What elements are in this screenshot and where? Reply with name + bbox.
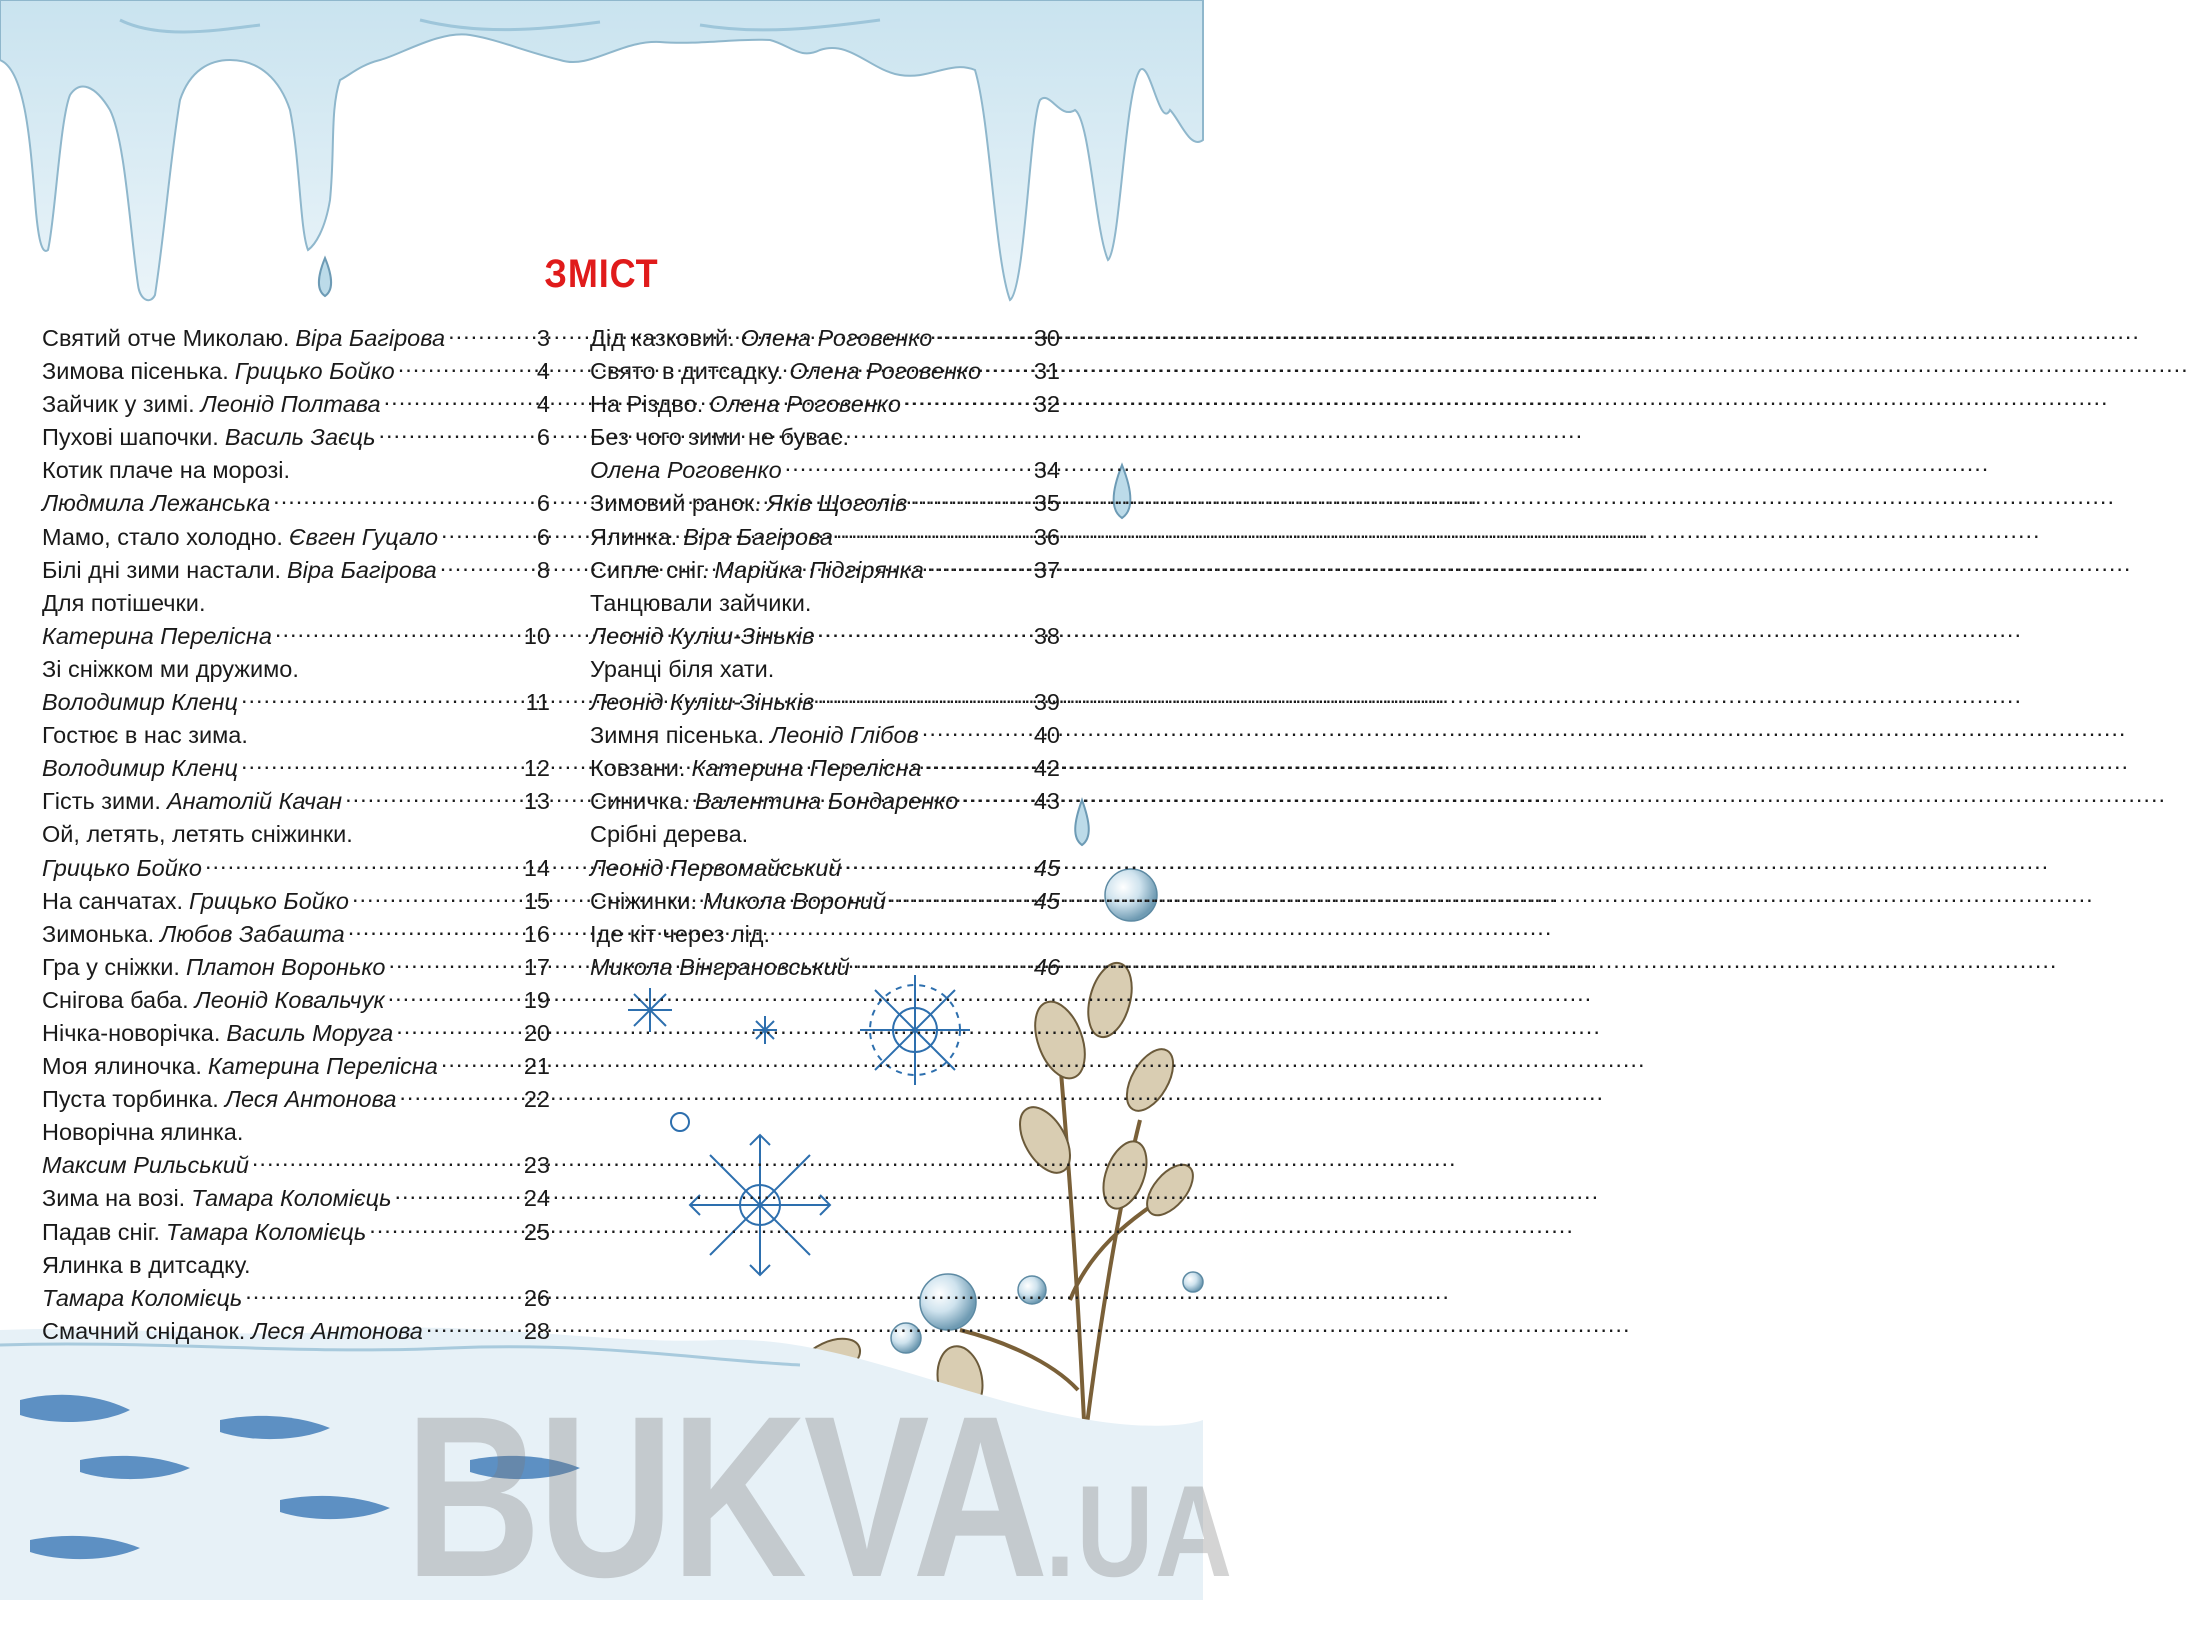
dot-leader — [817, 620, 1031, 644]
poem-author: Микола Вінграновський — [590, 953, 850, 980]
toc-entry — [42, 686, 550, 719]
dot-leader — [273, 487, 534, 511]
poem-title: Білі дні зими настали. — [42, 556, 281, 583]
dot-leader — [984, 355, 1031, 379]
toc-entry — [590, 620, 1060, 653]
poem-author: Олена Роговенко — [590, 457, 782, 484]
poem-title: Зима на возі. — [42, 1185, 186, 1212]
poem-title: Без чого зими не буває. — [590, 424, 850, 451]
toc-entry — [590, 554, 1060, 587]
poem-author: Віра Багірова — [683, 523, 833, 550]
dot-leader — [396, 1017, 521, 1041]
page-number: 45 — [1033, 854, 1060, 881]
dot-leader — [389, 951, 521, 975]
page-number: 25 — [523, 1218, 550, 1245]
dot-leader — [904, 388, 1031, 412]
dot-leader — [910, 487, 1031, 511]
poem-author: Людмила Лежанська — [42, 490, 271, 517]
dot-leader — [836, 521, 1031, 545]
page-number: 6 — [536, 424, 550, 451]
poem-author: Володимир Кленц — [42, 755, 238, 782]
poem-title: Срібні дерева. — [590, 821, 749, 848]
page-number: 36 — [1033, 523, 1060, 550]
dot-leader — [388, 984, 521, 1008]
poem-title: Пухові шапочки. — [42, 424, 219, 451]
poem-author: Леонід Первомайський — [590, 854, 842, 881]
poem-title: Зі сніжком ми дружимо. — [42, 655, 299, 682]
page-number: 12 — [523, 755, 550, 782]
page-number: 43 — [1033, 788, 1060, 815]
dot-leader — [845, 852, 1031, 876]
toc-entry — [590, 885, 1060, 918]
poem-author: Катерина Перелісна — [691, 755, 922, 782]
poem-title: Ялинка в дитсадку. — [42, 1251, 251, 1278]
page-number: 16 — [523, 920, 550, 947]
dot-leader — [384, 388, 534, 412]
page-number: 30 — [1033, 325, 1060, 351]
poem-author: Олена Роговенко — [740, 325, 933, 351]
poem-author: Леся Антонова — [251, 1317, 423, 1344]
poem-title: Зимова пісенька. — [42, 358, 229, 385]
dot-leader — [245, 1282, 521, 1306]
watermark-logo: BUKVA.UA — [405, 1368, 1234, 1625]
page-number: 13 — [523, 788, 550, 815]
dot-leader — [448, 322, 534, 346]
poem-author: Леонід Глібов — [770, 722, 919, 749]
dot-leader — [924, 752, 1030, 776]
page-number: 17 — [523, 953, 550, 980]
poem-title: На санчатах. — [42, 887, 184, 914]
dot-leader — [352, 885, 521, 909]
poem-author: Тамара Коломієць — [165, 1218, 367, 1245]
poem-title: Для потішечки. — [42, 589, 206, 616]
poem-title: Падав сніг. — [42, 1218, 160, 1245]
toc-entry — [590, 785, 1060, 818]
toc-entry — [42, 421, 550, 454]
dot-leader — [922, 719, 1031, 743]
poem-author: Валентина Бондаренко — [694, 788, 959, 815]
page-number: 14 — [523, 854, 550, 881]
page-number: 38 — [1033, 622, 1060, 649]
page-number: 15 — [523, 887, 550, 914]
dot-leader — [394, 1182, 520, 1206]
poem-author: Грицько Бойко — [42, 854, 202, 881]
page-number: 35 — [1033, 490, 1060, 517]
dot-leader — [252, 1149, 521, 1173]
poem-author: Катерина Перелісна — [42, 622, 272, 649]
toc-entry — [42, 1216, 550, 1249]
poem-title: Сипле сніг. — [590, 556, 709, 583]
page-number: 4 — [536, 358, 550, 385]
poem-title: Ялинка. — [590, 523, 678, 550]
page-number: 39 — [1033, 689, 1060, 716]
dot-leader — [398, 355, 534, 379]
poem-title: Моя ялиночка. — [42, 1053, 202, 1080]
poem-title: Ой, летять, летять сніжинки. — [42, 821, 353, 848]
poem-title: Зимня пісенька. — [590, 722, 765, 749]
poem-author: Василь Моруга — [226, 1019, 394, 1046]
poem-title: Гра у сніжки. — [42, 953, 180, 980]
page-number: 24 — [523, 1185, 550, 1212]
dot-leader — [241, 752, 521, 776]
dot-leader — [345, 785, 521, 809]
dot-leader — [426, 1315, 521, 1339]
dot-leader — [378, 421, 533, 445]
page-number: 6 — [536, 523, 550, 550]
toc-left-column — [42, 322, 550, 1348]
poem-title: Ковзани. — [590, 755, 686, 782]
toc-entry — [42, 554, 550, 587]
dot-leader — [961, 785, 1031, 809]
poem-author: Володимир Кленц — [42, 689, 238, 716]
poem-title: Святий отче Миколаю. — [42, 325, 290, 351]
page-number: 10 — [523, 622, 550, 649]
poem-title: Іде кіт через лід. — [590, 920, 771, 947]
poem-title: Мамо, стало холодно. — [42, 523, 283, 550]
poem-title: Сніжинки. — [590, 887, 697, 914]
poem-title: Гостює в нас зима. — [42, 722, 248, 749]
poem-title: На Різдво. — [590, 391, 704, 418]
dot-leader — [275, 620, 521, 644]
page-number: 20 — [523, 1019, 550, 1046]
toc-entry — [42, 1083, 550, 1116]
dot-leader — [369, 1216, 521, 1240]
page-number: 42 — [1033, 755, 1060, 782]
poem-author: Грицько Бойко — [234, 358, 395, 385]
poem-author: Леонід Куліш-Зіньків — [590, 622, 815, 649]
page-title: ЗМІСТ — [544, 252, 659, 296]
dot-leader — [399, 1083, 520, 1107]
poem-author: Микола Вороний — [702, 887, 887, 914]
poem-title: Нічка-новорічка. — [42, 1019, 221, 1046]
poem-title: Танцювали зайчики. — [590, 589, 812, 616]
poem-title: Снігова баба. — [42, 986, 189, 1013]
page-number: 23 — [523, 1152, 550, 1179]
poem-title: Новорічна ялинка. — [42, 1119, 244, 1146]
poem-author: Катерина Перелісна — [207, 1053, 438, 1080]
page-number: 11 — [525, 689, 550, 716]
poem-author: Платон Воронько — [185, 953, 386, 980]
poem-author: Леся Антонова — [224, 1086, 397, 1113]
poem-author: Марійка Підгірянка — [714, 556, 924, 583]
poem-title: Котик плаче на морозі. — [42, 457, 290, 484]
poem-author: Віра Багірова — [287, 556, 437, 583]
poem-title: Смачний сніданок. — [42, 1317, 246, 1344]
page-number: 3 — [536, 325, 550, 351]
page-number: 31 — [1033, 358, 1060, 385]
page-number: 37 — [1033, 556, 1060, 583]
poem-title: Синичка. — [590, 788, 689, 815]
poem-author: Леонід Куліш-Зіньків — [590, 689, 815, 716]
dot-leader — [441, 1050, 521, 1074]
dot-leader — [817, 686, 1031, 710]
page-number: 6 — [536, 490, 550, 517]
poem-author: Анатолій Качан — [166, 788, 343, 815]
page-number: 34 — [1033, 457, 1060, 484]
dot-leader — [889, 885, 1031, 909]
poem-author: Олена Роговенко — [789, 358, 982, 385]
page-number: 28 — [523, 1317, 550, 1344]
page-number: 22 — [523, 1086, 550, 1113]
page-number: 40 — [1033, 722, 1060, 749]
dot-leader — [927, 554, 1031, 578]
poem-author: Грицько Бойко — [189, 887, 349, 914]
dot-leader — [205, 852, 521, 876]
toc-entry — [42, 620, 550, 653]
poem-author: Яків Щоголів — [766, 490, 908, 517]
poem-author: Віра Багірова — [295, 325, 446, 351]
dot-leader — [785, 454, 1031, 478]
poem-author: Василь Заєць — [224, 424, 376, 451]
poem-title: Зимовий ранок. — [590, 490, 761, 517]
poem-author: Тамара Коломієць — [42, 1284, 243, 1311]
page-number: 19 — [523, 986, 550, 1013]
dot-leader — [241, 686, 523, 710]
dot-leader — [853, 951, 1031, 975]
toc-entry — [42, 785, 550, 818]
dot-leader — [348, 918, 521, 942]
dot-leader — [935, 322, 1031, 346]
toc-entry — [42, 1315, 550, 1348]
toc-entry — [590, 388, 1060, 421]
dot-leader — [441, 521, 534, 545]
poem-title: Зимонька. — [42, 920, 155, 947]
page-number: 21 — [523, 1053, 550, 1080]
poem-title: Гість зими. — [42, 788, 161, 815]
toc-right-column — [590, 322, 1060, 984]
poem-title: Уранці біля хати. — [590, 655, 775, 682]
poem-author: Тамара Коломієць — [191, 1185, 392, 1212]
poem-author: Максим Рильський — [42, 1152, 249, 1179]
poem-author: Олена Роговенко — [709, 391, 901, 418]
page-number: 45 — [1033, 887, 1060, 914]
poem-author: Леонід Ковальчук — [194, 986, 385, 1013]
poem-title: Пуста торбинка. — [42, 1086, 219, 1113]
page-number: 4 — [536, 391, 550, 418]
poem-author: Леонід Полтава — [200, 391, 381, 418]
poem-title: Дід казковий. — [590, 325, 735, 351]
poem-author: Євген Гуцало — [288, 523, 439, 550]
poem-author: Любов Забашта — [160, 920, 345, 947]
page-number: 26 — [523, 1284, 550, 1311]
toc-entry — [590, 951, 1060, 984]
page-number: 32 — [1033, 391, 1060, 418]
page-number: 46 — [1033, 953, 1060, 980]
page-number: 8 — [536, 556, 550, 583]
dot-leader — [440, 554, 534, 578]
poem-title: Зайчик у зимі. — [42, 391, 195, 418]
poem-title: Свято в дитсадку. — [590, 358, 784, 385]
